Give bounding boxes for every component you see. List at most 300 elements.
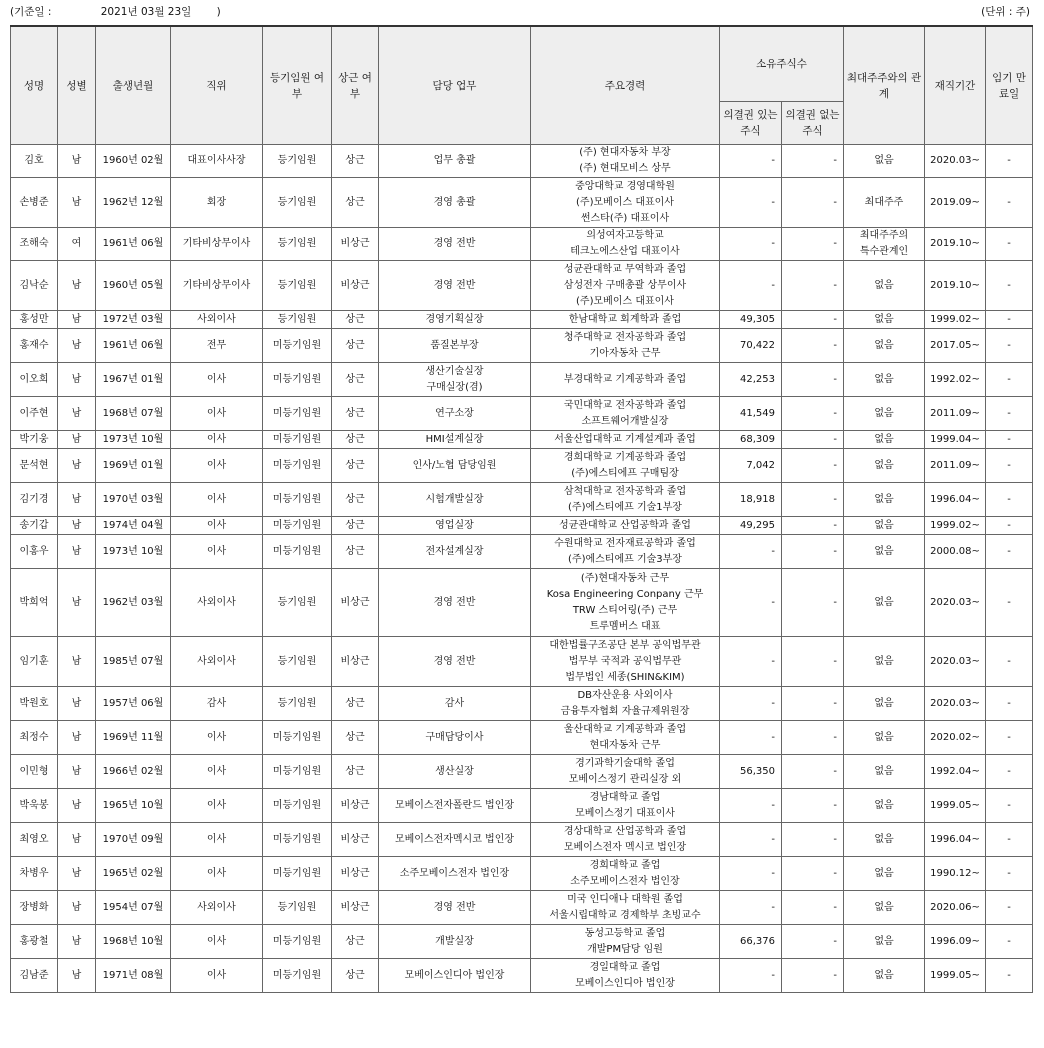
relation (844, 517, 925, 535)
career-line: (주) 현대모비스 상무 (579, 163, 671, 174)
career-line: 미국 인디애나 대학원 졸업 (567, 893, 683, 905)
career (531, 823, 720, 857)
voting-shares: - (720, 145, 782, 178)
person-name: 김낙순 (11, 261, 58, 311)
relation-line: 없음 (874, 519, 894, 531)
birth-date: 1970년 03월 (96, 483, 171, 517)
table-row (11, 687, 1033, 721)
gender: 남 (58, 891, 96, 925)
table-row (11, 569, 1033, 637)
term-end: - (986, 891, 1033, 925)
duty (379, 449, 531, 483)
term-end: - (986, 311, 1033, 329)
voting-shares: 7,042 (720, 449, 782, 483)
tenure: 2017.05~ (925, 329, 986, 363)
nonvoting-shares: - (782, 261, 844, 311)
relation (844, 483, 925, 517)
duty-line: 연구소장 (435, 407, 474, 419)
voting-shares: 66,376 (720, 925, 782, 959)
birth-date: 1960년 05월 (96, 261, 171, 311)
career-line: 울산대학교 기계공학과 졸업 (563, 723, 687, 735)
gender: 남 (58, 431, 96, 449)
gender: 남 (58, 687, 96, 721)
tenure: 2020.03~ (925, 637, 986, 687)
relation (844, 145, 925, 178)
person-name: 홍재수 (11, 329, 58, 363)
career-line: (주) 현대자동차 부장 (579, 147, 671, 158)
nonvoting-shares: - (782, 397, 844, 431)
relation-line: 없음 (874, 407, 894, 419)
fulltime-status: 상근 (332, 397, 379, 431)
person-name: 이민형 (11, 755, 58, 789)
career-line: 모베이스정기 대표이사 (575, 807, 675, 819)
voting-shares: - (720, 891, 782, 925)
duty-line: 경영 전반 (433, 238, 476, 249)
career-line: 개발PM담당 임원 (587, 943, 663, 955)
tenure: 1999.02~ (925, 311, 986, 329)
career-line: 청주대학교 전자공학과 졸업 (563, 331, 687, 343)
birth-date: 1961년 06월 (96, 228, 171, 261)
relation-line: 특수관계인 (859, 246, 909, 257)
nonvoting-shares: - (782, 891, 844, 925)
birth-date: 1962년 03월 (96, 569, 171, 637)
term-end: - (986, 959, 1033, 993)
duty (379, 755, 531, 789)
duty-line: 소주모베이스전자 법인장 (399, 867, 510, 879)
relation (844, 363, 925, 397)
gender: 남 (58, 329, 96, 363)
table-row (11, 535, 1033, 569)
tenure: 2011.09~ (925, 449, 986, 483)
career-line: 경상대학교 산업공학과 졸업 (563, 825, 687, 837)
career (531, 959, 720, 993)
career (531, 789, 720, 823)
career (531, 721, 720, 755)
relation (844, 959, 925, 993)
relation (844, 823, 925, 857)
duty-line: 경영기획실장 (425, 313, 484, 325)
duty-line: HMI설계실장 (425, 433, 484, 445)
nonvoting-shares: - (782, 363, 844, 397)
position: 이사 (171, 483, 263, 517)
registered-status: 등기임원 (263, 891, 332, 925)
fulltime-status: 상근 (332, 329, 379, 363)
birth-date: 1960년 02월 (96, 145, 171, 178)
career (531, 329, 720, 363)
birth-date: 1966년 02월 (96, 755, 171, 789)
gender: 남 (58, 145, 96, 178)
position: 이사 (171, 431, 263, 449)
birth-date: 1962년 12월 (96, 178, 171, 228)
person-name: 김남준 (11, 959, 58, 993)
relation-line: 없음 (874, 545, 894, 557)
tenure: 1992.02~ (925, 363, 986, 397)
career (531, 517, 720, 535)
registered-status: 등기임원 (263, 569, 332, 637)
career-line: (주)에스티에프 기술3부장 (568, 553, 682, 565)
basis-date: 2021년 03월 23일 (100, 6, 192, 18)
fulltime-status: 상근 (332, 517, 379, 535)
career-line: (주)에스티에프 구매팀장 (571, 467, 679, 479)
table-row (11, 261, 1033, 311)
relation (844, 535, 925, 569)
nonvoting-shares: - (782, 959, 844, 993)
table-row (11, 959, 1033, 993)
duty-line: 경영 전반 (433, 279, 476, 291)
nonvoting-shares: - (782, 823, 844, 857)
col-header-duty: 담당 업무 (379, 26, 531, 145)
term-end: - (986, 449, 1033, 483)
career-line: 경남대학교 졸업 (589, 791, 661, 803)
relation-line: 없음 (874, 155, 894, 166)
birth-date: 1961년 06월 (96, 329, 171, 363)
col-header-term-end: 임기 만료일 (986, 26, 1033, 145)
duty (379, 857, 531, 891)
voting-shares: - (720, 721, 782, 755)
table-body (11, 145, 1033, 993)
career-line: Kosa Engineering Conpany 근무 (546, 588, 704, 600)
voting-shares: - (720, 569, 782, 637)
table-row (11, 311, 1033, 329)
term-end: - (986, 261, 1033, 311)
duty (379, 228, 531, 261)
col-header-nonvoting: 의결권 없는 주식 (782, 102, 844, 145)
position: 이사 (171, 449, 263, 483)
col-header-name: 성명 (11, 26, 58, 145)
tenure: 1990.12~ (925, 857, 986, 891)
person-name: 송기갑 (11, 517, 58, 535)
voting-shares: - (720, 535, 782, 569)
term-end: - (986, 329, 1033, 363)
term-end: - (986, 925, 1033, 959)
tenure: 2020.02~ (925, 721, 986, 755)
tenure: 2020.03~ (925, 145, 986, 178)
voting-shares: - (720, 789, 782, 823)
duty (379, 891, 531, 925)
position: 이사 (171, 517, 263, 535)
duty (379, 925, 531, 959)
duty (379, 687, 531, 721)
term-end: - (986, 397, 1033, 431)
birth-date: 1974년 04월 (96, 517, 171, 535)
fulltime-status: 비상근 (332, 228, 379, 261)
career-line: 금융투자협회 자율규제위원장 (560, 705, 690, 717)
registered-status: 등기임원 (263, 178, 332, 228)
nonvoting-shares: - (782, 857, 844, 891)
relation-line: 없음 (874, 901, 894, 913)
relation-line: 없음 (874, 969, 894, 981)
voting-shares: 56,350 (720, 755, 782, 789)
table-header-line (10, 4, 1030, 20)
person-name: 조해숙 (11, 228, 58, 261)
birth-date: 1973년 10월 (96, 535, 171, 569)
fulltime-status: 상근 (332, 535, 379, 569)
term-end: - (986, 228, 1033, 261)
duty (379, 363, 531, 397)
gender: 남 (58, 721, 96, 755)
duty-line: 영업실장 (435, 519, 474, 531)
voting-shares: - (720, 178, 782, 228)
table-row (11, 517, 1033, 535)
nonvoting-shares: - (782, 721, 844, 755)
career-line: 모베이스인디아 법인장 (575, 977, 675, 989)
tenure: 1996.04~ (925, 483, 986, 517)
position: 사외이사 (171, 637, 263, 687)
duty-line: 경영 전반 (433, 901, 476, 913)
voting-shares: - (720, 228, 782, 261)
duty-line: 경영 전반 (433, 655, 476, 667)
registered-status: 미등기임원 (263, 449, 332, 483)
registered-status: 미등기임원 (263, 959, 332, 993)
term-end: - (986, 145, 1033, 178)
nonvoting-shares: - (782, 431, 844, 449)
registered-status: 미등기임원 (263, 789, 332, 823)
career-line: 썬스타(주) 대표이사 (580, 212, 670, 224)
table-row (11, 449, 1033, 483)
duty (379, 261, 531, 311)
relation-line: 없음 (874, 339, 894, 351)
voting-shares: 49,305 (720, 311, 782, 329)
duty-line: 모베이스전자폴란드 법인장 (394, 799, 515, 811)
duty (379, 145, 531, 178)
relation (844, 329, 925, 363)
fulltime-status: 비상근 (332, 569, 379, 637)
career (531, 311, 720, 329)
gender: 남 (58, 517, 96, 535)
col-header-fulltime: 상근 여부 (332, 26, 379, 145)
person-name: 홍광철 (11, 925, 58, 959)
tenure: 2000.08~ (925, 535, 986, 569)
career-line: 경일대학교 졸업 (589, 961, 661, 973)
career-line: 서울시립대학교 경제학부 초빙교수 (549, 909, 701, 921)
position: 이사 (171, 789, 263, 823)
table-row (11, 483, 1033, 517)
table-row (11, 431, 1033, 449)
fulltime-status: 비상근 (332, 637, 379, 687)
relation-line: 최대주주 (864, 196, 904, 208)
tenure: 2019.10~ (925, 261, 986, 311)
birth-date: 1971년 08월 (96, 959, 171, 993)
table-row (11, 637, 1033, 687)
career-line: 수원대학교 전자재료공학과 졸업 (554, 537, 696, 549)
voting-shares: - (720, 823, 782, 857)
relation-line: 없음 (874, 655, 894, 667)
voting-shares: 42,253 (720, 363, 782, 397)
relation (844, 925, 925, 959)
registered-status: 미등기임원 (263, 721, 332, 755)
col-header-birth: 출생년월 (96, 26, 171, 145)
duty-line: 업무 총괄 (433, 155, 476, 166)
tenure: 1999.05~ (925, 789, 986, 823)
duty-line: 전자설계실장 (425, 545, 484, 557)
career (531, 569, 720, 637)
relation-line: 없음 (874, 279, 894, 291)
career (531, 483, 720, 517)
voting-shares: - (720, 261, 782, 311)
career-line: (주)모베이스 대표이사 (576, 196, 674, 208)
basis-date-label (10, 4, 221, 19)
career-line: 한남대학교 회계학과 졸업 (568, 313, 682, 325)
position: 이사 (171, 755, 263, 789)
career (531, 397, 720, 431)
voting-shares: 70,422 (720, 329, 782, 363)
gender: 남 (58, 569, 96, 637)
nonvoting-shares: - (782, 517, 844, 535)
gender: 남 (58, 535, 96, 569)
table-row (11, 329, 1033, 363)
tenure: 2011.09~ (925, 397, 986, 431)
col-header-shares: 소유주식수 (720, 26, 844, 102)
duty-line: 경영 전반 (433, 596, 476, 608)
career-line: 모베이스전자 멕시코 법인장 (563, 841, 687, 853)
birth-date: 1973년 10월 (96, 431, 171, 449)
fulltime-status: 상근 (332, 483, 379, 517)
term-end: - (986, 535, 1033, 569)
relation (844, 755, 925, 789)
career-line: 기아자동차 근무 (589, 347, 661, 359)
relation (844, 397, 925, 431)
fulltime-status: 상근 (332, 755, 379, 789)
relation (844, 857, 925, 891)
duty (379, 721, 531, 755)
relation-line: 없음 (874, 765, 894, 777)
birth-date: 1954년 07월 (96, 891, 171, 925)
duty-line: 시험개발실장 (425, 493, 484, 505)
tenure: 1999.05~ (925, 959, 986, 993)
relation (844, 891, 925, 925)
relation-line: 없음 (874, 731, 894, 743)
career-line: 법무부 국적과 공익법무관 (568, 655, 682, 667)
career-line: (주)현대자동차 근무 (580, 572, 670, 584)
career (531, 637, 720, 687)
voting-shares: 49,295 (720, 517, 782, 535)
fulltime-status: 상근 (332, 449, 379, 483)
term-end: - (986, 178, 1033, 228)
gender: 남 (58, 261, 96, 311)
person-name: 홍성만 (11, 311, 58, 329)
registered-status: 등기임원 (263, 687, 332, 721)
relation-line: 없음 (874, 935, 894, 947)
position: 사외이사 (171, 891, 263, 925)
voting-shares: - (720, 959, 782, 993)
career-line: 테크노에스산업 대표이사 (570, 246, 680, 257)
gender: 남 (58, 925, 96, 959)
career (531, 178, 720, 228)
nonvoting-shares: - (782, 569, 844, 637)
duty (379, 483, 531, 517)
person-name: 박욱봉 (11, 789, 58, 823)
fulltime-status: 상근 (332, 959, 379, 993)
duty (379, 789, 531, 823)
career-line: TRW 스티어링(주) 근무 (572, 604, 678, 616)
term-end: - (986, 431, 1033, 449)
relation-line: 없음 (874, 867, 894, 879)
table-row (11, 721, 1033, 755)
term-end: - (986, 823, 1033, 857)
birth-date: 1969년 01월 (96, 449, 171, 483)
person-name: 임기훈 (11, 637, 58, 687)
birth-date: 1970년 09월 (96, 823, 171, 857)
gender: 남 (58, 311, 96, 329)
nonvoting-shares: - (782, 637, 844, 687)
voting-shares: - (720, 637, 782, 687)
registered-status: 미등기임원 (263, 823, 332, 857)
career-line: 대한법률구조공단 본부 공익법무관 (549, 639, 701, 651)
duty-line: 모베이스인디아 법인장 (404, 969, 505, 981)
career-line: 소프트웨어개발실장 (581, 415, 669, 427)
career-line: (주)모베이스 대표이사 (576, 295, 674, 307)
position: 이사 (171, 721, 263, 755)
gender: 남 (58, 637, 96, 687)
career-line: 경희대학교 졸업 (589, 859, 661, 871)
person-name: 김호 (11, 145, 58, 178)
career (531, 431, 720, 449)
tenure: 1996.09~ (925, 925, 986, 959)
registered-status: 미등기임원 (263, 755, 332, 789)
table-row (11, 857, 1033, 891)
tenure: 1992.04~ (925, 755, 986, 789)
career-line: 현대자동차 근무 (589, 739, 661, 751)
table-row (11, 228, 1033, 261)
duty-line: 구매실장(겸) (426, 381, 483, 393)
person-name: 김기경 (11, 483, 58, 517)
col-header-tenure: 재직기간 (925, 26, 986, 145)
birth-date: 1967년 01월 (96, 363, 171, 397)
nonvoting-shares: - (782, 925, 844, 959)
career (531, 449, 720, 483)
duty (379, 637, 531, 687)
term-end: - (986, 857, 1033, 891)
registered-status: 등기임원 (263, 228, 332, 261)
position: 기타비상무이사 (171, 261, 263, 311)
career-line: 성균관대학교 무역학과 졸업 (563, 263, 687, 275)
career-line: 동성고등학교 졸업 (584, 927, 666, 939)
relation (844, 178, 925, 228)
duty-line: 감사 (444, 697, 465, 709)
relation (844, 311, 925, 329)
career (531, 535, 720, 569)
gender: 남 (58, 178, 96, 228)
person-name: 차병우 (11, 857, 58, 891)
person-name: 박기웅 (11, 431, 58, 449)
position: 감사 (171, 687, 263, 721)
registered-status: 등기임원 (263, 637, 332, 687)
career-line: 국민대학교 전자공학과 졸업 (563, 399, 687, 411)
career-line: (주)에스티에프 기술1부장 (568, 501, 682, 513)
career (531, 687, 720, 721)
table-row (11, 925, 1033, 959)
birth-date: 1965년 02월 (96, 857, 171, 891)
career (531, 145, 720, 178)
person-name: 이홍우 (11, 535, 58, 569)
duty (379, 431, 531, 449)
birth-date: 1965년 10월 (96, 789, 171, 823)
relation (844, 637, 925, 687)
relation-line: 없음 (874, 596, 894, 608)
relation-line: 없음 (874, 433, 894, 445)
career (531, 755, 720, 789)
person-name: 문석현 (11, 449, 58, 483)
term-end: - (986, 721, 1033, 755)
fulltime-status: 상근 (332, 721, 379, 755)
duty-line: 품질본부장 (430, 339, 479, 351)
duty-line: 생산실장 (435, 765, 474, 777)
nonvoting-shares: - (782, 789, 844, 823)
nonvoting-shares: - (782, 755, 844, 789)
career-line: 삼척대학교 전자공학과 졸업 (563, 485, 687, 497)
gender: 남 (58, 789, 96, 823)
gender: 남 (58, 483, 96, 517)
